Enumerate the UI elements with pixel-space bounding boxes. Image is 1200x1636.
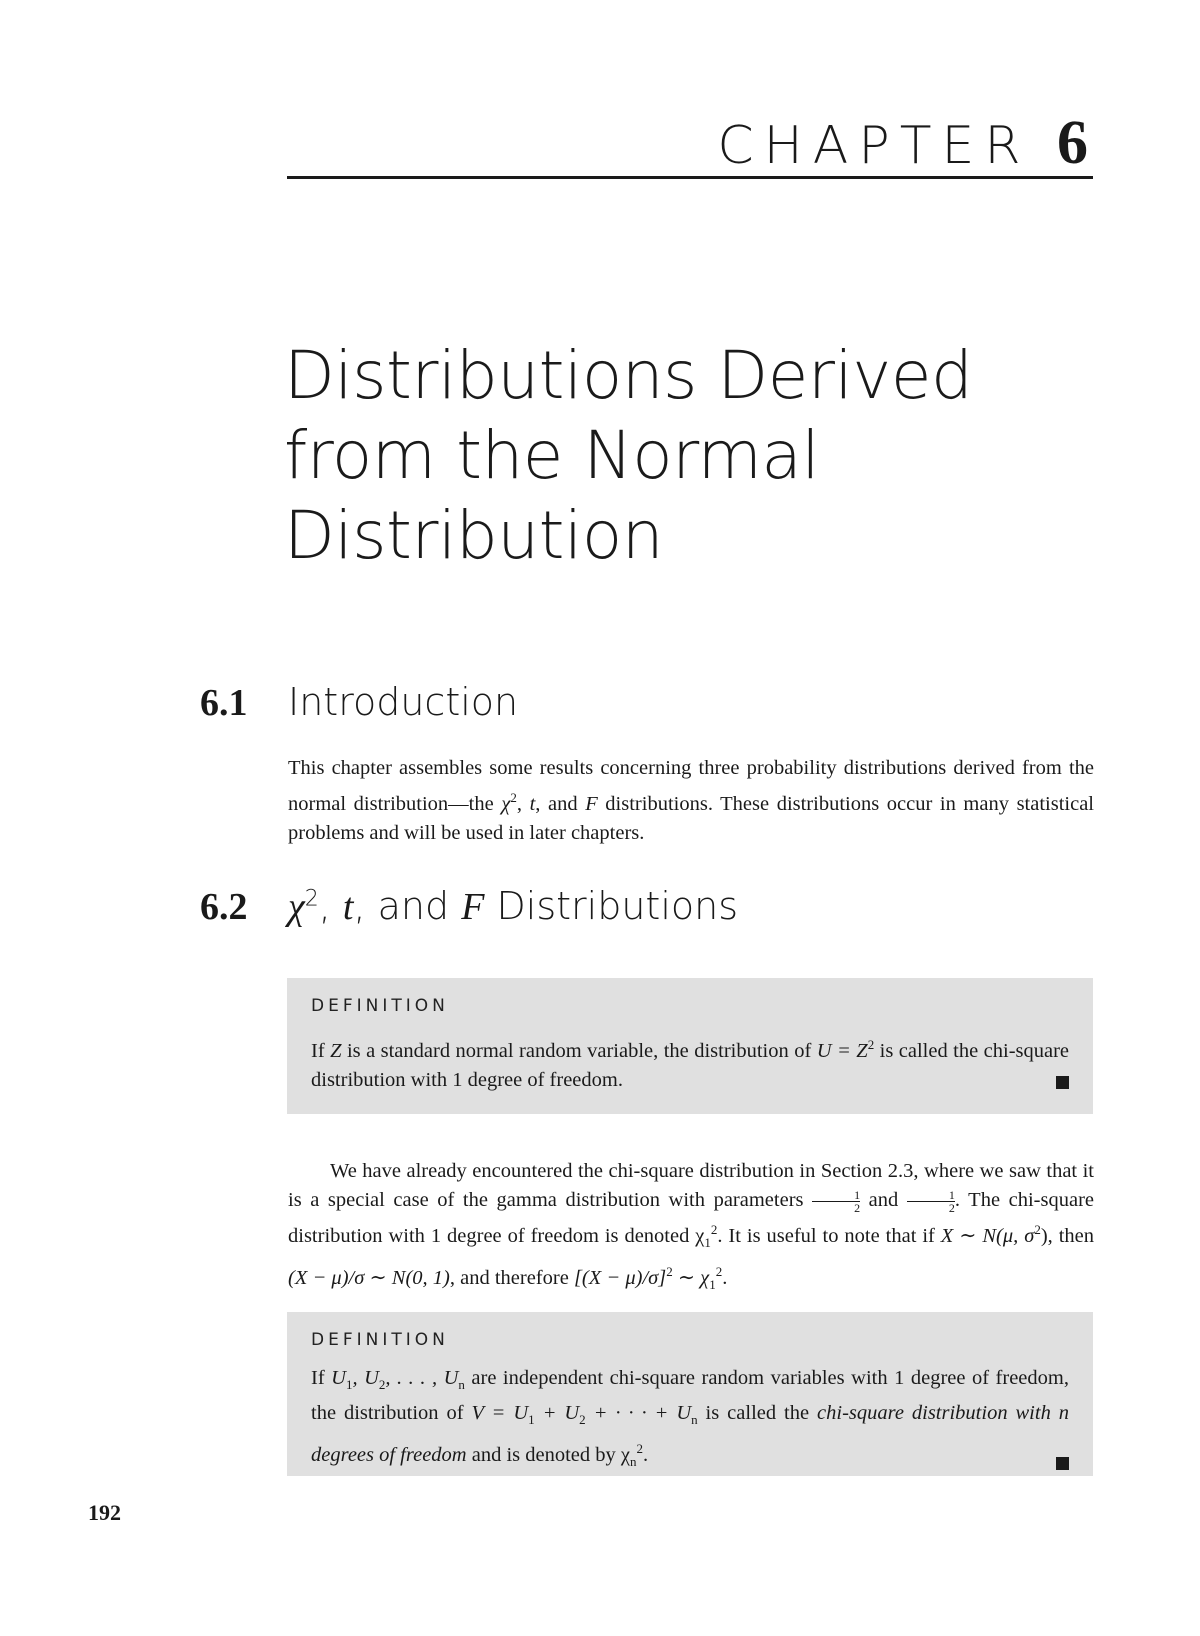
section-title: Introduction xyxy=(288,680,519,724)
math-symbol: χ xyxy=(501,792,511,815)
definition-label: DEFINITION xyxy=(311,1330,449,1350)
section-heading-distributions xyxy=(200,884,738,929)
end-of-definition-icon xyxy=(1056,1076,1069,1089)
text-run: and xyxy=(377,884,450,928)
text-run: , and xyxy=(535,792,586,815)
subscript: 2 xyxy=(378,1377,386,1393)
subscript: 1 xyxy=(345,1377,353,1393)
math-symbol: χ xyxy=(288,886,305,928)
superscript: 2 xyxy=(710,1222,718,1237)
section-number: 6.1 xyxy=(200,682,248,724)
text-run: is called the xyxy=(697,1402,818,1425)
body-paragraph xyxy=(288,1157,1094,1299)
intro-paragraph xyxy=(288,754,1094,848)
chapter-rule xyxy=(287,176,1093,179)
fraction xyxy=(907,1189,955,1214)
definition-box xyxy=(287,1312,1093,1476)
chapter-number: 6 xyxy=(1057,109,1088,177)
text-run: distributions. These distributions occur in many statistical problems and will be used in later chapters. xyxy=(288,792,1094,844)
math-symbol: U xyxy=(331,1367,346,1389)
emphasized-term: chi-square distribution with n degrees of freedom xyxy=(311,1402,1070,1467)
subscript: 1 xyxy=(709,1276,716,1292)
text-run: . xyxy=(643,1444,649,1467)
math-expression: + · · · + U xyxy=(585,1402,692,1425)
math-expression: + U xyxy=(534,1402,580,1425)
subscript: n xyxy=(458,1377,465,1393)
math-expression: X ∼ N(μ, σ xyxy=(940,1224,1035,1247)
math-expression: ∼ χ xyxy=(672,1266,710,1289)
fraction xyxy=(812,1189,860,1214)
math-symbol: Z xyxy=(330,1039,342,1062)
math-symbol: t xyxy=(342,886,354,928)
chapter-title-line-3: Distribution xyxy=(284,497,664,574)
fraction-denominator: 2 xyxy=(907,1201,955,1214)
chapter-heading xyxy=(717,108,1088,179)
text-run: and xyxy=(860,1189,907,1211)
text-run: If xyxy=(311,1367,332,1389)
math-expression: [(X − μ)/σ] xyxy=(573,1266,667,1289)
chapter-label: CHAPTER xyxy=(717,116,1031,176)
text-run: If xyxy=(311,1039,331,1062)
end-of-definition-icon xyxy=(1056,1457,1069,1470)
math-expression: V = U xyxy=(471,1402,529,1425)
math-expression: (X − μ)/σ ∼ N(0, 1) xyxy=(288,1266,450,1289)
text-run: , xyxy=(516,792,530,815)
superscript: 2 xyxy=(715,1263,723,1279)
chapter-title xyxy=(284,336,1044,576)
section-number: 6.2 xyxy=(200,886,248,928)
chapter-title-line-1: Distributions Derived xyxy=(284,337,973,414)
text-run: We have already encountered the chi-square distribution in Section 2.3, where we saw that it is a special case of the gamma distribution with parameters xyxy=(288,1160,1094,1211)
fraction-numerator: 1 xyxy=(854,1187,861,1202)
math-symbol: F xyxy=(585,792,598,815)
superscript: 2 xyxy=(867,1037,875,1052)
text-run: . It is useful to note that if xyxy=(717,1224,941,1247)
subscript: 1 xyxy=(704,1234,711,1250)
text-run: ), then xyxy=(1040,1224,1094,1247)
chapter-title-line-2: from the Normal xyxy=(284,417,820,494)
superscript: 2 xyxy=(510,790,517,805)
math-expression: U = Z xyxy=(816,1039,868,1062)
definition-label: DEFINITION xyxy=(311,996,449,1016)
text-run: Distributions xyxy=(496,884,739,928)
math-symbol: t xyxy=(529,792,536,815)
definition-text xyxy=(311,1364,1069,1476)
math-symbol: , . . . , U xyxy=(385,1367,459,1389)
text-run: . The chi-square distribution with 1 degree of freedom is denoted χ xyxy=(288,1189,1094,1247)
text-run: are independent chi-square random variables with 1 degree of freedom, the distribution of xyxy=(311,1367,1069,1425)
text-run: This chapter assembles some results concerning three probability distributions derived from the normal distribution—the xyxy=(288,757,1094,815)
math-symbol: , U xyxy=(352,1367,379,1389)
definition-box xyxy=(287,978,1093,1114)
text-run: , and therefore xyxy=(449,1266,574,1289)
superscript: 2 xyxy=(666,1263,673,1279)
text-run: is a standard normal random variable, the distribution of xyxy=(341,1039,817,1062)
superscript: 2 xyxy=(1034,1222,1041,1237)
subscript: 1 xyxy=(528,1412,535,1428)
fraction-numerator: 1 xyxy=(948,1187,955,1202)
section-heading-introduction xyxy=(200,680,518,725)
subscript: 2 xyxy=(579,1412,586,1428)
subscript: n xyxy=(691,1412,698,1428)
definition-text xyxy=(311,1030,1069,1095)
text-run: and is denoted by χ xyxy=(466,1444,630,1467)
superscript: 2 xyxy=(636,1441,643,1457)
section-title: $\chi^2$, t, and F Distributions xyxy=(288,884,739,928)
fraction-denominator: 2 xyxy=(812,1201,860,1214)
page-number: 192 xyxy=(88,1500,121,1525)
subscript: n xyxy=(630,1454,637,1470)
text-run: is called the chi-square distribution with 1 degree of freedom. xyxy=(311,1039,1070,1091)
math-symbol: F xyxy=(461,886,485,928)
superscript: 2 xyxy=(304,886,319,912)
text-run: . xyxy=(722,1266,728,1289)
